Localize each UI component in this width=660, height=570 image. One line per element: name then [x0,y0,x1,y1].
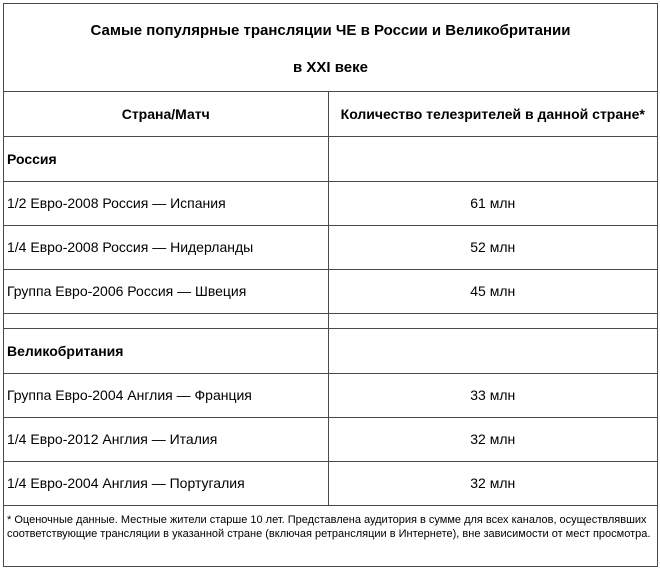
match-cell: Группа Евро-2006 Россия — Швеция [4,269,328,313]
header-viewers: Количество телезрителей в данной стране* [328,92,657,136]
viewers-cell: 33 млн [328,373,657,417]
section-empty-cell [328,136,657,181]
section-label: Россия [4,136,328,181]
table-row [4,269,657,313]
footnote: * Оценочные данные. Местные жители старше 10 лет. Представлена аудитория в сумме для всех каналов, осуществлявших соответствующие трансляции в указанной стране (включая ретрансляции в Интернете), вне зависимости от мест просмотра. [7,513,651,540]
viewers-cell: 61 млн [328,181,657,225]
section-label: Великобритания [4,328,328,373]
viewers-cell: 32 млн [328,417,657,461]
match-cell: 1/2 Евро-2008 Россия — Испания [4,181,328,225]
table-row [4,225,657,269]
section-row-russia [4,136,657,181]
viewers-table [4,92,657,506]
viewers-cell: 52 млн [328,225,657,269]
match-cell: 1/4 Евро-2004 Англия — Португалия [4,461,328,505]
section-row-uk [4,328,657,373]
table-row [4,373,657,417]
table-row [4,417,657,461]
table-title-line-2: в XXI веке [293,59,368,76]
table-title-line-1: Самые популярные трансляции ЧЕ в России и Великобритании [90,22,571,39]
table-row [4,461,657,505]
table-row [4,181,657,225]
spacer-cell [328,313,657,328]
header-country-match: Страна/Матч [4,92,328,136]
section-empty-cell [328,328,657,373]
match-cell: 1/4 Евро-2008 Россия — Нидерланды [4,225,328,269]
match-cell: 1/4 Евро-2012 Англия — Италия [4,417,328,461]
spacer-row [4,313,657,328]
viewers-cell: 32 млн [328,461,657,505]
table-frame [3,3,658,567]
table-title [4,4,657,92]
viewers-cell: 45 млн [328,269,657,313]
match-cell: Группа Евро-2004 Англия — Франция [4,373,328,417]
spacer-cell [4,313,328,328]
header-row [4,92,657,136]
